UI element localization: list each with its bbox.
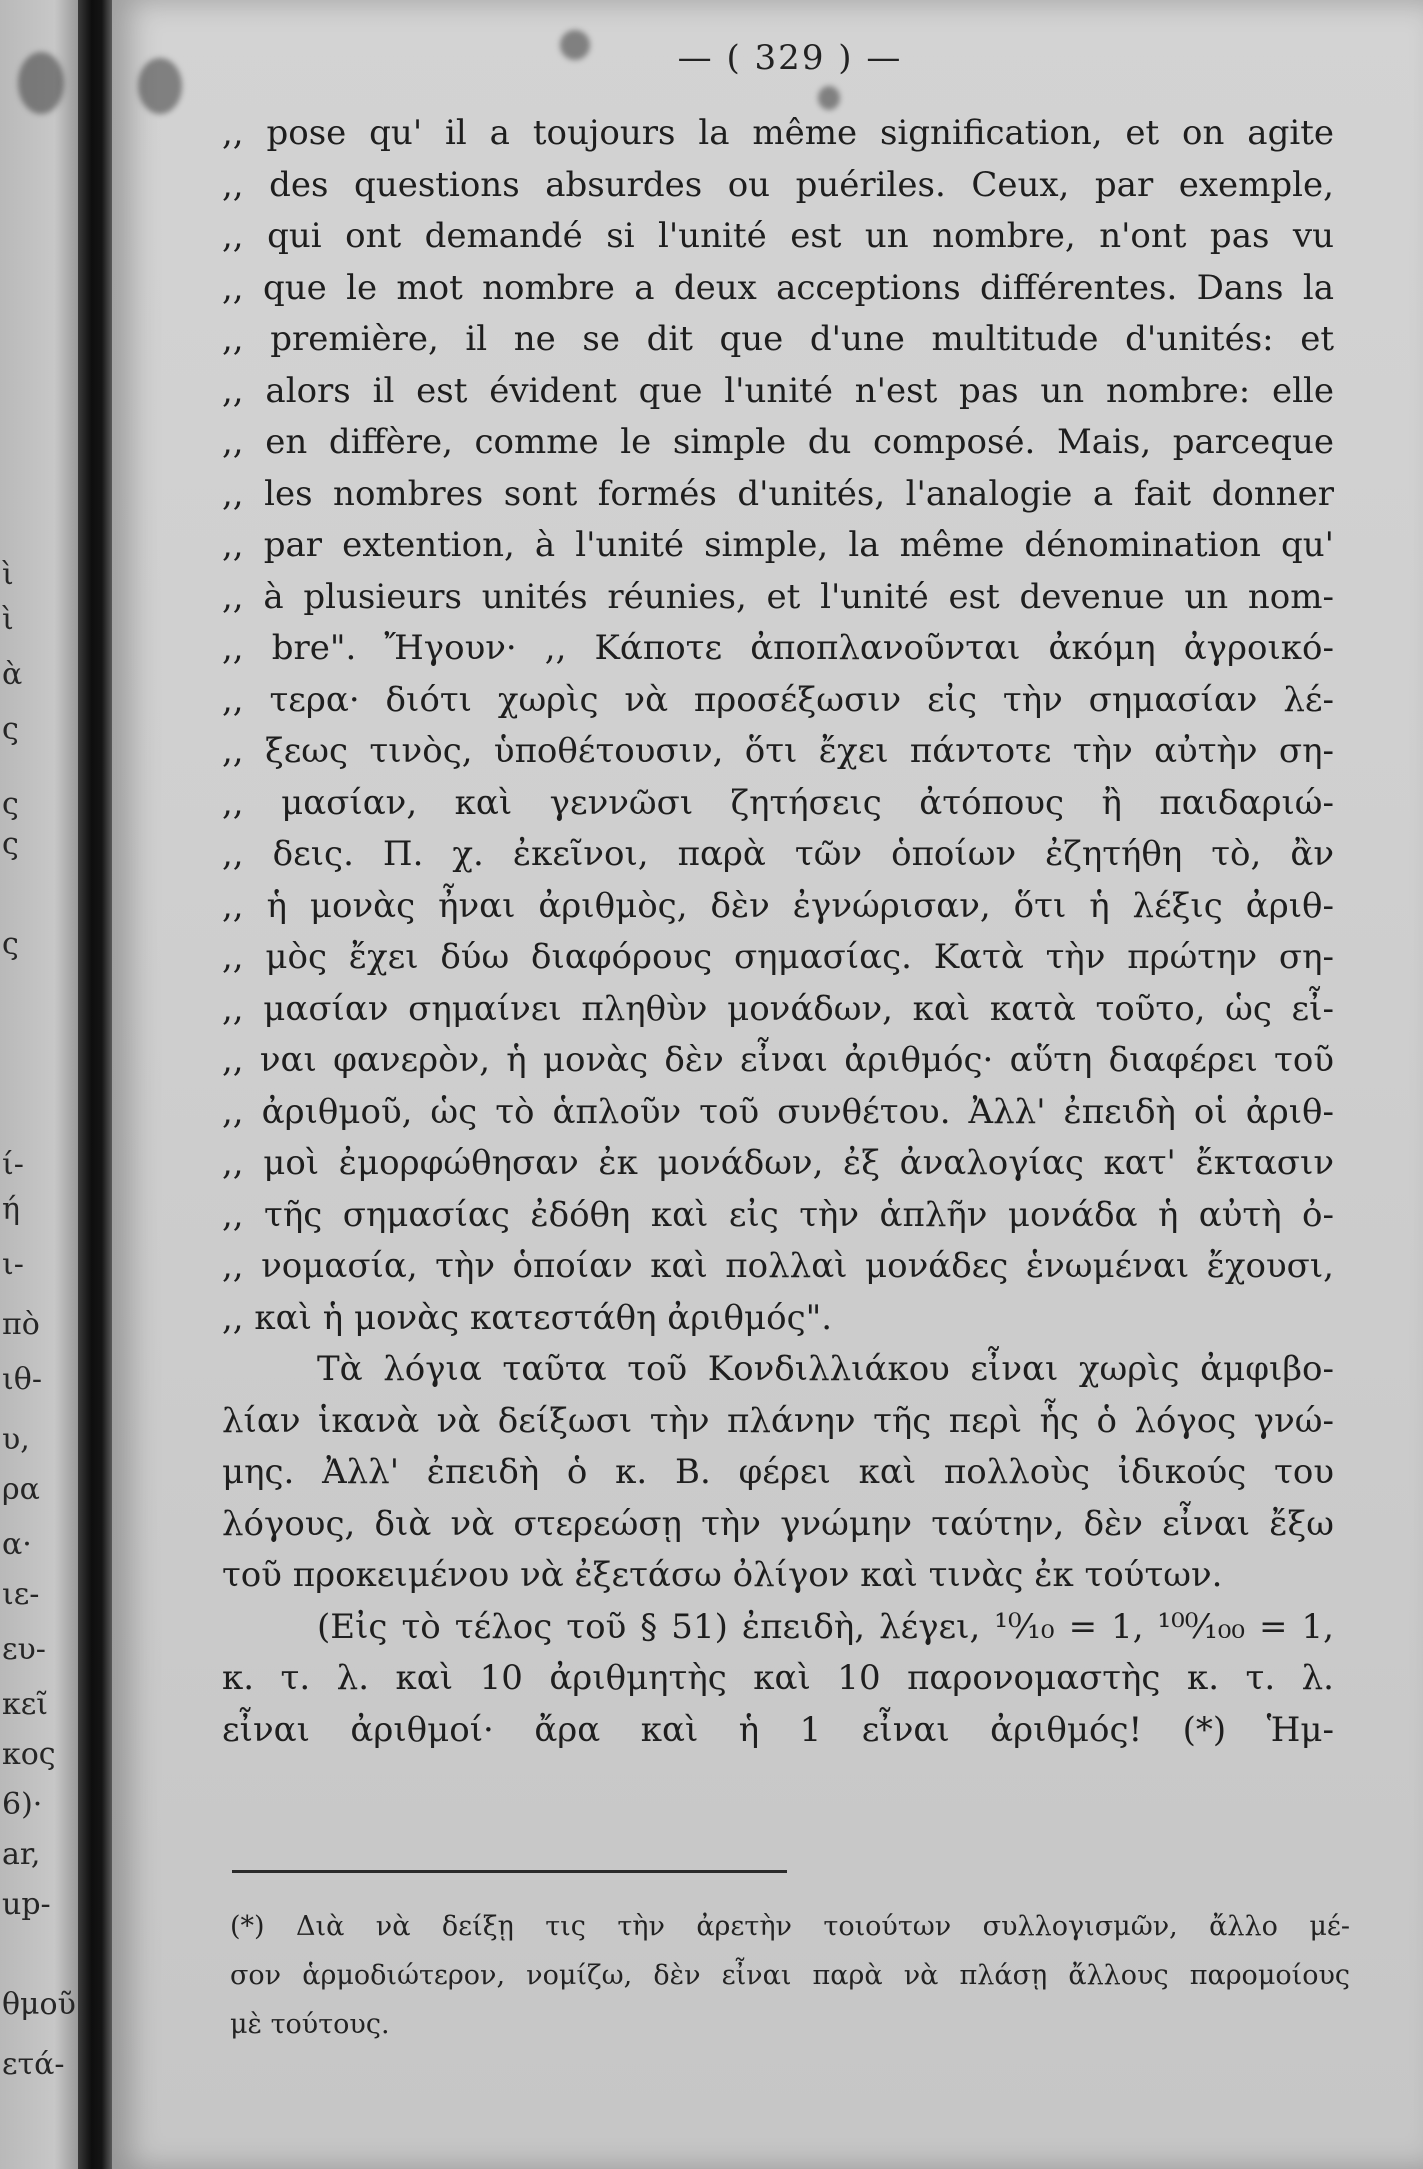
text-line: ,, τῆς σημασίας ἐδόθη καὶ εἰς τὴν ἁπλῆν μονάδα ἡ αὐτὴ ὀ- <box>222 1194 1334 1235</box>
text-line: ,, que le mot nombre a deux acceptions différentes. Dans la <box>222 267 1334 308</box>
text-line: ,, première, il ne se dit que d'une multitude d'unités: et <box>222 319 1334 359</box>
paragraph-line: τοῦ προκειμένου νὰ ἐξετάσω ὀλίγον καὶ τινὰς ἐκ τούτων. <box>222 1555 1223 1595</box>
prev-fragment: κεῖ <box>2 1687 49 1722</box>
ink-stain <box>818 86 840 110</box>
page-header: — ( 329 ) — <box>677 38 903 78</box>
text-line: ,, μὸς ἔχει δύω διαφόρους σημασίας. Κατὰ τὴν πρώτην ση- <box>222 937 1334 977</box>
prev-fragment: υ, <box>2 1422 30 1457</box>
book-gutter <box>78 0 112 2169</box>
text-line: ,, en diffère, comme le simple du composé. Mais, parceque <box>222 422 1334 462</box>
text-line: ,, pose qu' il a toujours la même signification, et on agite <box>222 113 1334 153</box>
prev-fragment: ς <box>2 927 19 962</box>
text-line: ,, qui ont demandé si l'unité est un nombre, n'ont pas vu <box>222 216 1334 256</box>
footnote-line: μὲ τούτους. <box>230 2009 390 2040</box>
prev-fragment: ιθ- <box>2 1362 42 1397</box>
text-line: ,, ἡ μονὰς ἦναι ἀριθμὸς, δὲν ἐγνώρισαν, ὅτι ἡ λέξις ἀριθ- <box>222 885 1334 926</box>
prev-fragment: ιε- <box>2 1577 40 1612</box>
ink-stain <box>138 58 182 114</box>
footnote-divider <box>232 1870 787 1873</box>
footnote-line: (*) Διὰ νὰ δείξῃ τις τὴν ἀρετὴν τοιούτων συλλογισμῶν, ἄλλο μέ- <box>230 1911 1350 1942</box>
text-line: ,, alors il est évident que l'unité n'est pas un nombre: elle <box>222 370 1334 411</box>
text-line: ,, des questions absurdes ou puériles. Ceux, par exemple, <box>222 164 1334 205</box>
text-line: ,, καὶ ἡ μονὰς κατεστάθη ἀριθμός". <box>222 1297 833 1338</box>
paragraph-line: λίαν ἱκανὰ νὰ δείξωσι τὴν πλάνην τῆς περὶ ἧς ὁ λόγος γνώ- <box>222 1400 1334 1441</box>
paragraph-line: μης. Ἀλλ' ἐπειδὴ ὁ κ. Β. φέρει καὶ πολλοὺς ἰδικούς του <box>222 1452 1334 1492</box>
prev-fragment: ὰ <box>2 657 23 692</box>
footnote <box>230 1902 1350 2049</box>
prev-fragment: ί- <box>2 1147 24 1182</box>
text-line: ,, les nombres sont formés d'unités, l'analogie a fait donner <box>222 473 1334 514</box>
prev-fragment: ὶ <box>2 602 14 637</box>
prev-fragment: ευ- <box>2 1632 46 1667</box>
text-line: ,, μασίαν, καὶ γεννῶσι ζητήσεις ἀτόπους ἢ παιδαριώ- <box>222 782 1334 823</box>
ink-stain <box>560 30 590 60</box>
prev-fragment: ετά- <box>2 2047 65 2082</box>
text-line: ,, δεις. Π. χ. ἐκεῖνοι, παρὰ τῶν ὁποίων ἐζητήθη τὸ, ἂν <box>222 834 1334 874</box>
paragraph-line: Τὰ λόγια ταῦτα τοῦ Κονδιλλιάκου εἶναι χωρὶς ἀμφιβο- <box>317 1349 1334 1389</box>
text-line: ,, τερα· διότι χωρὶς νὰ προσέξωσιν εἰς τὴν σημασίαν λέ- <box>222 679 1334 720</box>
prev-fragment: ρα <box>2 1472 40 1507</box>
body-text <box>222 108 1334 1756</box>
prev-fragment: ι- <box>2 1247 24 1282</box>
paragraph-line: λόγους, διὰ νὰ στερεώσῃ τὴν γνώμην ταύτην, δὲν εἶναι ἔξω <box>222 1503 1334 1544</box>
ink-stain <box>18 52 64 114</box>
prev-fragment: ὶ <box>2 557 14 592</box>
text-line: ,, μασίαν σημαίνει πληθὺν μονάδων, καὶ κατὰ τοῦτο, ὡς εἶ- <box>222 988 1334 1029</box>
prev-fragment: ή <box>2 1192 20 1227</box>
text-line: ,, bre". Ἤγουν· ,, Κάποτε ἀποπλανοῦνται ἀκόμη ἀγροικό- <box>222 628 1334 668</box>
text-line: ,, ναι φανερὸν, ἡ μονὰς δὲν εἶναι ἀριθμός· αὕτη διαφέρει τοῦ <box>222 1040 1334 1080</box>
prev-fragment: up- <box>2 1887 51 1922</box>
paragraph-line: κ. τ. λ. καὶ 10 ἀριθμητὴς καὶ 10 παρονομαστὴς κ. τ. λ. <box>222 1658 1334 1698</box>
text-line: ,, ἀριθμοῦ, ὡς τὸ ἁπλοῦν τοῦ συνθέτου. Ἀλλ' ἐπειδὴ οἱ ἀριθ- <box>222 1091 1334 1132</box>
prev-fragment: ς <box>2 787 19 822</box>
prev-fragment: ς <box>2 712 19 747</box>
prev-fragment: πὸ <box>2 1307 40 1342</box>
prev-fragment: θμοῦ <box>2 1987 76 2022</box>
footnote-line: σον ἁρμοδιώτερον, νομίζω, δὲν εἶναι παρὰ νὰ πλάσῃ ἄλλους παρομοίους <box>230 1960 1350 1991</box>
text-line: ,, νομασία, τὴν ὁποίαν καὶ πολλαὶ μονάδες ἑνωμέναι ἔχουσι, <box>222 1246 1334 1286</box>
prev-fragment: ς <box>2 827 19 862</box>
text-line: ,, μοὶ ἐμορφώθησαν ἐκ μονάδων, ἐξ ἀναλογίας κατ' ἔκτασιν <box>222 1143 1334 1183</box>
text-line: ,, à plusieurs unités réunies, et l'unité est devenue un nom- <box>222 576 1334 617</box>
paragraph-line: (Εἰς τὸ τέλος τοῦ § 51) ἐπειδὴ, λέγει, ¹⁰⁄₁₀ = 1, ¹⁰⁰⁄₁₀₀ = 1, <box>317 1606 1334 1647</box>
previous-page-text-fragments <box>0 0 78 2169</box>
prev-fragment: α· <box>2 1527 32 1562</box>
prev-fragment: 6)· <box>2 1787 43 1822</box>
text-line: ,, ξεως τινὸς, ὑποθέτουσιν, ὅτι ἔχει πάντοτε τὴν αὐτὴν ση- <box>222 731 1334 771</box>
prev-fragment: κος <box>2 1737 56 1772</box>
text-line: ,, par extention, à l'unité simple, la même dénomination qu' <box>222 525 1334 565</box>
paragraph-line: εἶναι ἀριθμοί· ἄρα καὶ ἡ 1 εἶναι ἀριθμός! (*) Ἡμ- <box>222 1709 1334 1750</box>
prev-fragment: ar, <box>2 1837 41 1872</box>
